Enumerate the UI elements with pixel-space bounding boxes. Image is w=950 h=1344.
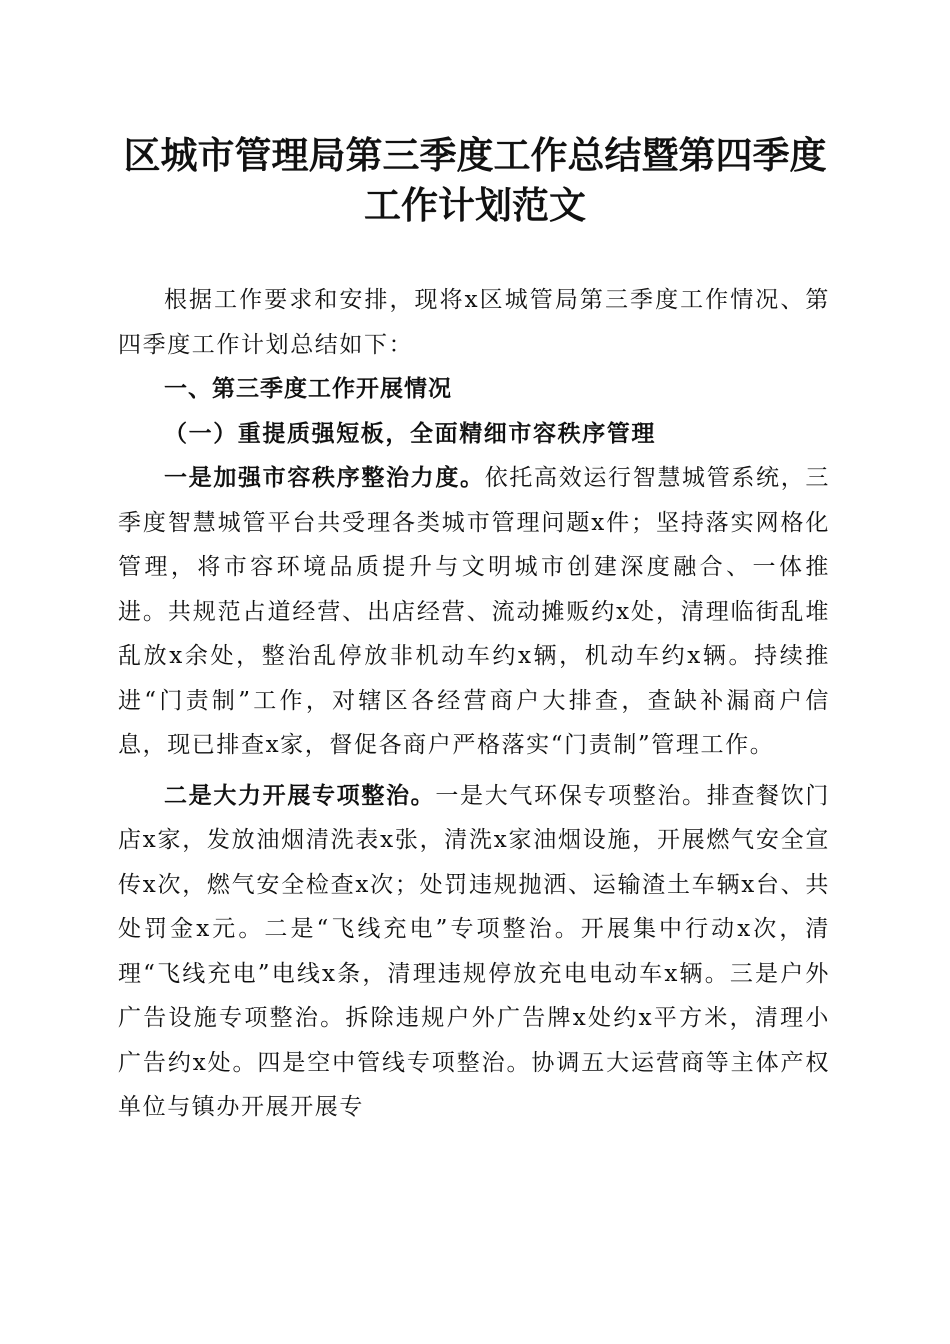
document-title: 区城市管理局第三季度工作总结暨第四季度工作计划范文 <box>123 133 827 227</box>
paragraph-2-lead: 二是大力开展专项整治。 <box>164 781 436 809</box>
subsection-heading: （一）重提质强短板，全面精细市容秩序管理 <box>164 419 656 447</box>
body-paragraph-1 <box>118 456 830 768</box>
section-heading: 一、第三季度工作开展情况 <box>164 376 452 402</box>
intro-paragraph: 根据工作要求和安排，现将x区城管局第三季度工作情况、第四季度工作计划总结如下： <box>118 287 830 358</box>
paragraph-2-text: 一是大气环保专项整治。排查餐饮门店x家，发放油烟清洗表x张，清洗x家油烟设施，开展燃气安全宣传x次，燃气安全检查x次；处罚违规抛洒、运输渣土车辆x台、共处罚金x元。二是“飞线充电”专项整治。开展集中行动x次，清理“飞线充电”电线x条，清理违规停放充电电动车x辆。三是户外广告设施专项整治。拆除违规户外广告牌x处约x平方米，清理小广告约x处。四是空中管线专项整治。协调五大运营商等主体产权单位与镇办开展开展专 <box>118 782 830 1120</box>
document-body <box>118 278 830 1130</box>
body-paragraph-2 <box>118 774 830 1130</box>
paragraph-1-text: 依托高效运行智慧城管系统，三季度智慧城管平台共受理各类城市管理问题x件；坚持落实网格化管理，将市容环境品质提升与文明城市创建深度融合、一体推进。共规范占道经营、出店经营、流动摊贩约x处，清理临街乱堆乱放x余处，整治乱停放非机动车约x辆，机动车约x辆。持续推进“门责制”工作，对辖区各经营商户大排查，查缺补漏商户信息，现已排查x家，督促各商户严格落实“门责制”管理工作。 <box>118 465 830 758</box>
paragraph-1-lead: 一是加强市容秩序整治力度。 <box>164 464 485 491</box>
